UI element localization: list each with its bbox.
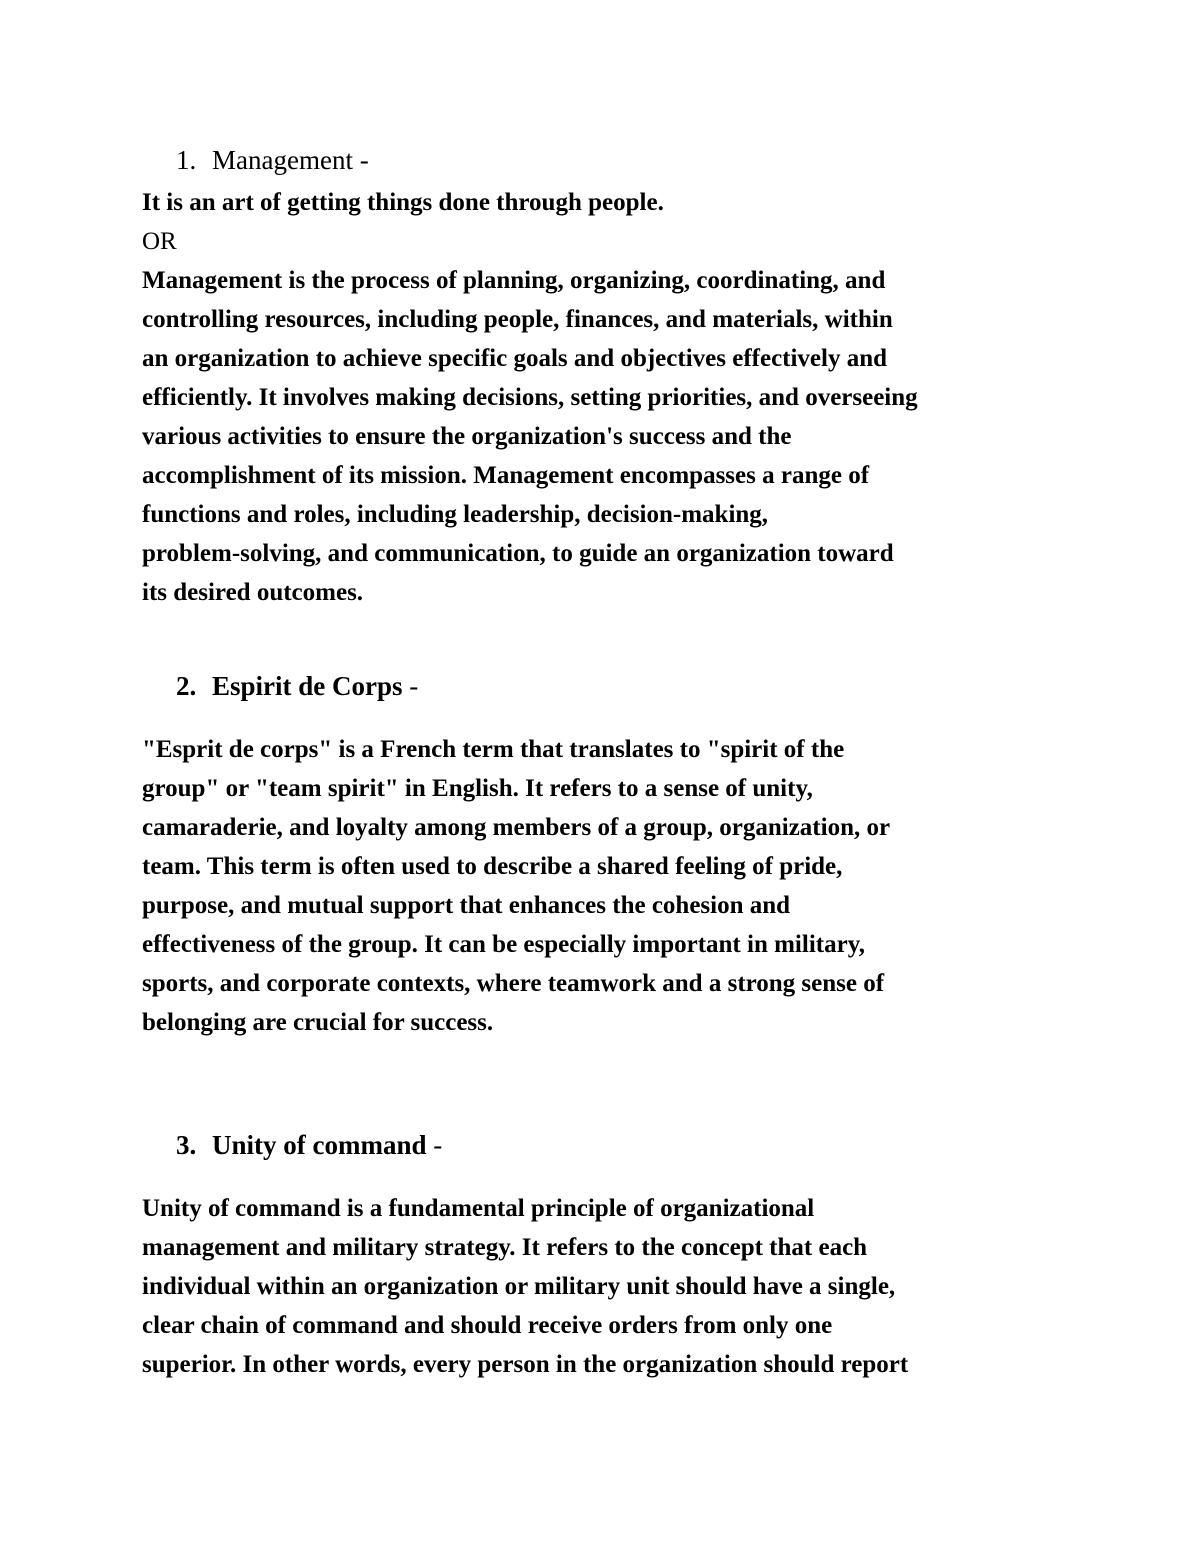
section-1-line: OR — [142, 228, 177, 255]
section-2-heading — [176, 669, 418, 703]
section-2-line: group" or "team spirit" in English. It refers to a sense of unity, — [142, 775, 813, 802]
section-1-line: efficiently. It involves making decisions, setting priorities, and overseeing — [142, 384, 918, 411]
section-1-dash: - — [359, 145, 369, 175]
section-3-line: management and military strategy. It refers to the concept that each — [142, 1234, 868, 1261]
section-1-line: controlling resources, including people, finances, and materials, within — [142, 306, 893, 333]
section-2-line: team. This term is often used to describe a shared feeling of pride, — [142, 853, 843, 880]
section-2-line: sports, and corporate contexts, where teamwork and a strong sense of — [142, 970, 885, 997]
section-3-line: individual within an organization or military unit should have a single, — [142, 1273, 896, 1300]
section-2-line: effectiveness of the group. It can be especially important in military, — [142, 931, 866, 958]
section-1-line: accomplishment of its mission. Management encompasses a range of — [142, 462, 870, 489]
section-3-number: 3. — [176, 1130, 197, 1160]
section-2-body — [142, 730, 1072, 1042]
section-1-title: Management — [212, 145, 353, 175]
section-1-line: various activities to ensure the organization's success and the — [142, 423, 792, 450]
section-2-number: 2. — [176, 671, 197, 701]
section-1-number: 1. — [176, 145, 197, 175]
section-1-line: problem-solving, and communication, to guide an organization toward — [142, 540, 894, 567]
section-1-line: its desired outcomes. — [142, 579, 364, 606]
section-2-line: purpose, and mutual support that enhances the cohesion and — [142, 892, 791, 919]
section-1-line: It is an art of getting things done through people. — [142, 189, 664, 216]
section-2-title: Espirit de Corps — [212, 671, 403, 701]
section-2-line: camaraderie, and loyalty among members of a group, organization, or — [142, 814, 891, 841]
section-2-line: belonging are crucial for success. — [142, 1009, 494, 1036]
section-1-body — [142, 183, 1072, 612]
section-3-line: clear chain of command and should receive orders from only one — [142, 1312, 833, 1339]
section-3-line: Unity of command is a fundamental principle of organizational — [142, 1195, 815, 1222]
section-1-line: Management is the process of planning, organizing, coordinating, and — [142, 267, 886, 294]
section-1-line: functions and roles, including leadership, decision-making, — [142, 501, 769, 528]
section-2-line: "Esprit de corps" is a French term that translates to "spirit of the — [142, 736, 845, 763]
section-1-heading — [176, 143, 369, 177]
section-3-line: superior. In other words, every person in the organization should report — [142, 1351, 909, 1378]
section-3-dash: - — [433, 1130, 443, 1160]
section-3-body — [142, 1189, 1072, 1384]
section-3-heading — [176, 1128, 442, 1162]
section-3-title: Unity of command — [212, 1130, 427, 1160]
section-2-dash: - — [409, 671, 419, 701]
section-1-line: an organization to achieve specific goals and objectives effectively and — [142, 345, 888, 372]
